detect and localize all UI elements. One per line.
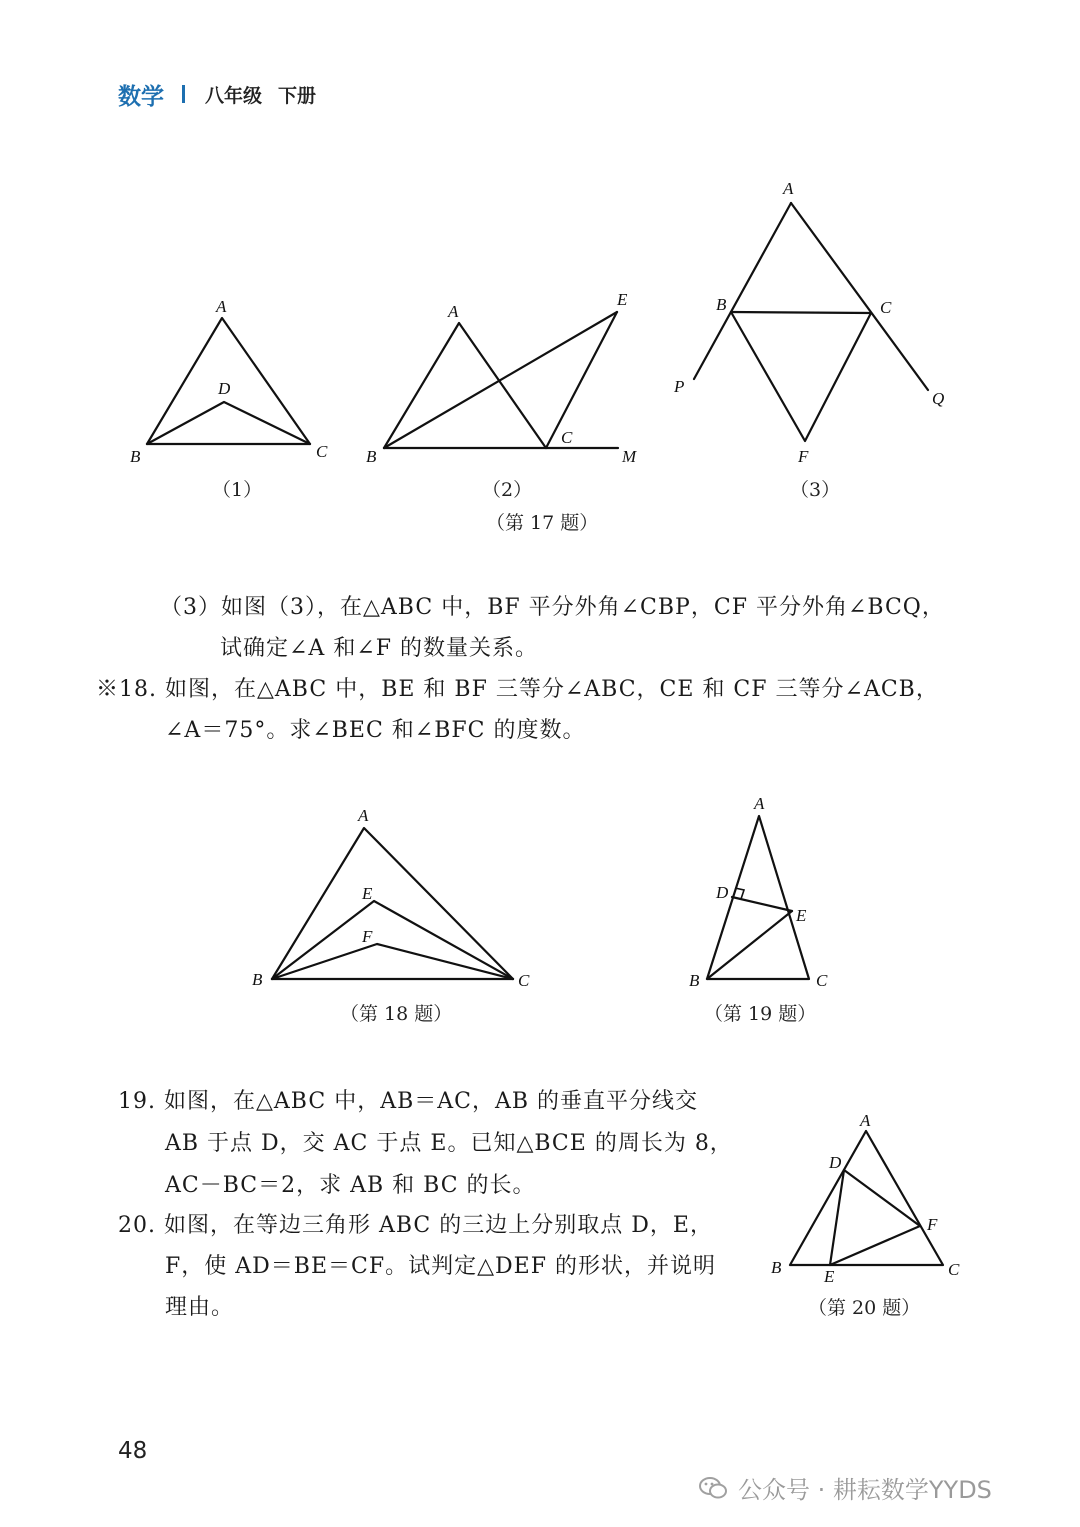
fig17-1-label-c: C bbox=[316, 442, 328, 461]
figure-19 bbox=[689, 794, 828, 1025]
problem-19-line-2: AB 于点 D，交 AC 于点 E。已知△BCE 的周长为 8， bbox=[165, 1131, 733, 1156]
fig17-1-label-b: B bbox=[130, 447, 141, 466]
fig19-label-c: C bbox=[816, 971, 828, 990]
fig20-label-a: A bbox=[860, 1111, 871, 1130]
fig17-2-label-b: B bbox=[366, 447, 377, 466]
fig17-3-line-aq bbox=[791, 203, 928, 390]
fig17-2-lines-ab-ac bbox=[384, 323, 546, 448]
fig19-label-d: D bbox=[716, 883, 729, 902]
fig17-3-line-bc bbox=[731, 312, 871, 313]
problem-18-line-1: ※18. 如图，在△ABC 中，BE 和 BF 三等分∠ABC，CE 和 CF 三等分∠ACB， bbox=[96, 677, 939, 702]
fig17-3-line-ap bbox=[694, 203, 791, 379]
fig17-3-label-q: Q bbox=[932, 389, 945, 408]
fig17-2-label-e: E bbox=[617, 290, 628, 309]
fig17-1-label-d: D bbox=[218, 379, 231, 398]
header-grade: 八年级 bbox=[205, 84, 263, 107]
fig17-1-label-a: A bbox=[216, 297, 227, 316]
watermark bbox=[698, 1470, 992, 1505]
problem-20-line-3: 理由。 bbox=[165, 1295, 235, 1320]
fig17-2-label-c: C bbox=[561, 428, 573, 447]
fig18-caption: （第 18 题） bbox=[340, 1003, 453, 1025]
fig20-label-c: C bbox=[948, 1260, 960, 1279]
page-number: 48 bbox=[118, 1438, 148, 1464]
fig20-label-b: B bbox=[771, 1258, 782, 1277]
figure-17-2 bbox=[366, 290, 637, 501]
fig18-label-c: C bbox=[518, 971, 530, 990]
figure-20 bbox=[771, 1111, 960, 1319]
fig18-label-a: A bbox=[358, 806, 369, 825]
problem-17-3-line-1: （3）如图（3），在△ABC 中，BF 平分外角∠CBP，CF 平分外角∠BCQ， bbox=[160, 595, 945, 620]
problem-20-line-2: F，使 AD＝BE＝CF。试判定△DEF 的形状，并说明 bbox=[165, 1254, 716, 1279]
fig19-line-de bbox=[732, 897, 792, 911]
fig17-3-label-p: P bbox=[674, 377, 685, 396]
fig19-label-b: B bbox=[689, 971, 700, 990]
fig18-lines-bf-cf bbox=[272, 944, 513, 979]
fig17-3-caption: （3） bbox=[790, 479, 841, 501]
fig20-label-d: D bbox=[829, 1153, 842, 1172]
fig19-line-be bbox=[707, 911, 792, 979]
fig17-3-label-f: F bbox=[798, 447, 809, 466]
figure-17-caption: （第 17 题） bbox=[486, 512, 599, 534]
fig20-triangle-def bbox=[830, 1170, 920, 1265]
fig17-2-caption: （2） bbox=[482, 479, 533, 501]
fig20-caption: （第 20 题） bbox=[808, 1297, 921, 1319]
figure-17-1 bbox=[130, 297, 328, 501]
fig17-3-label-b: B bbox=[716, 295, 727, 314]
problem-19-line-3: AC－BC＝2，求 AB 和 BC 的长。 bbox=[165, 1173, 536, 1198]
fig18-label-b: B bbox=[252, 970, 263, 989]
problem-20-line-1: 20. 如图，在等边三角形 ABC 的三边上分别取点 D，E， bbox=[118, 1213, 713, 1238]
fig19-caption: （第 19 题） bbox=[704, 1003, 817, 1025]
fig19-label-a: A bbox=[754, 794, 765, 813]
fig20-triangle-abc bbox=[790, 1131, 943, 1265]
header-subject: 数学 bbox=[118, 83, 164, 110]
figure-18 bbox=[252, 806, 530, 1025]
fig20-label-e: E bbox=[824, 1267, 835, 1286]
fig20-label-f: F bbox=[927, 1215, 938, 1234]
problem-19-line-1: 19. 如图，在△ABC 中，AB＝AC，AB 的垂直平分线交 bbox=[118, 1089, 699, 1114]
fig17-3-lines-bf-cf bbox=[731, 312, 871, 441]
fig17-3-label-c: C bbox=[880, 298, 892, 317]
problem-18-line-2: ∠A＝75°。求∠BEC 和∠BFC 的度数。 bbox=[165, 718, 586, 743]
problem-17-3-line-2: 试确定∠A 和∠F 的数量关系。 bbox=[220, 636, 539, 661]
fig18-triangle-abc bbox=[272, 828, 513, 979]
fig17-3-label-a: A bbox=[783, 179, 794, 198]
fig17-2-label-m: M bbox=[622, 447, 637, 466]
header-volume: 下册 bbox=[278, 84, 317, 107]
fig18-label-f: F bbox=[362, 927, 373, 946]
figure-17-3 bbox=[673, 179, 944, 501]
fig18-label-e: E bbox=[362, 884, 373, 903]
fig19-label-e: E bbox=[796, 906, 807, 925]
watermark-text: 公众号 · 耕耘数学YYDS bbox=[738, 1476, 992, 1504]
fig17-1-caption: （1） bbox=[212, 479, 263, 501]
fig17-2-label-a: A bbox=[448, 302, 459, 321]
wechat-icon bbox=[698, 1475, 728, 1501]
